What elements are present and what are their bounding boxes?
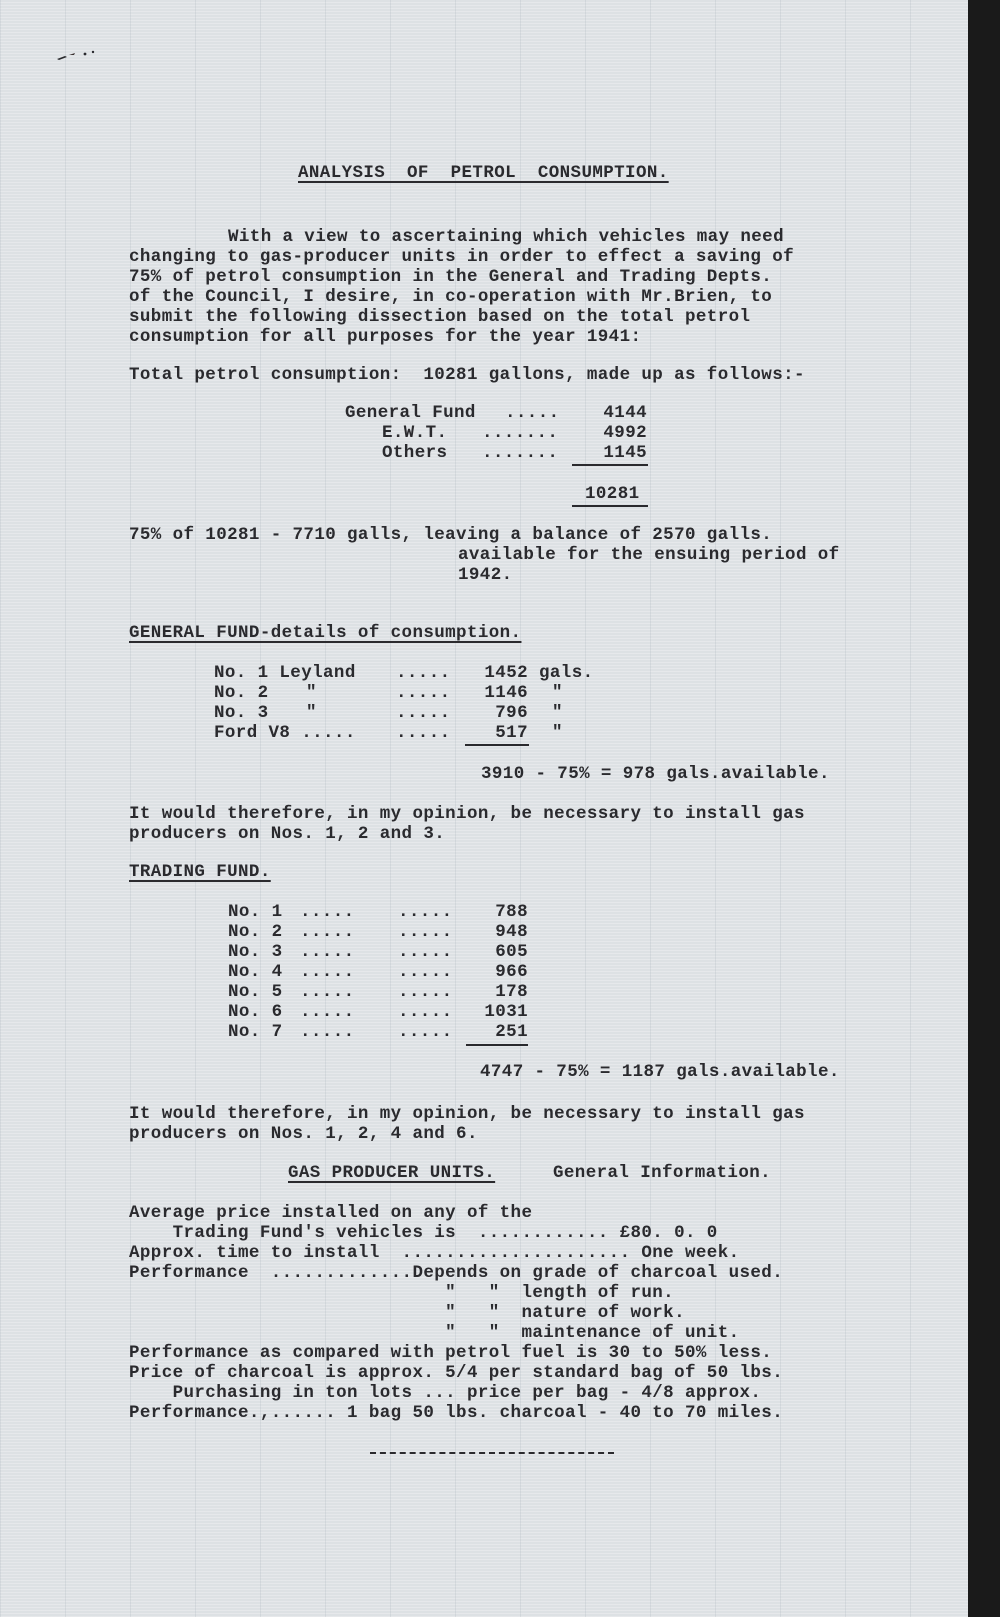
info-line: Performance as compared with petrol fuel is 30 to 50% less. [129, 1343, 773, 1363]
row-label: E.W.T. [382, 423, 448, 443]
row-dots: ..... [300, 982, 355, 1002]
saving-line: 1942. [458, 565, 513, 585]
row-value: 796 [495, 703, 528, 723]
row-dots: ..... [396, 663, 451, 683]
info-line: Trading Fund's vehicles is ............ £80. 0. 0 [129, 1223, 718, 1243]
ink-mark-decoration [55, 50, 100, 60]
ditto-mark: " [306, 703, 317, 723]
sum-rule [572, 464, 648, 466]
row-value: 178 [495, 982, 528, 1002]
info-line: Approx. time to install ..................... One week. [129, 1243, 740, 1263]
info-line: Performance.,...... 1 bag 50 lbs. charcoal - 40 to 70 miles. [129, 1403, 784, 1423]
row-dots: ..... [300, 922, 355, 942]
row-dots: ..... [300, 942, 355, 962]
row-dots: ..... [398, 982, 453, 1002]
vehicle-label: No. 5 [228, 982, 283, 1002]
row-value: 948 [495, 922, 528, 942]
sum-rule [466, 1044, 528, 1046]
row-dots: ..... [398, 1022, 453, 1042]
row-dots: ..... [398, 1002, 453, 1022]
intro-line: of the Council, I desire, in co-operation with Mr.Brien, to [129, 287, 773, 307]
row-unit: gals. [539, 663, 594, 683]
saving-line: available for the ensuing period of [458, 545, 840, 565]
trading-fund-heading: TRADING FUND. [129, 862, 271, 882]
intro-line: consumption for all purposes for the year 1941: [129, 327, 642, 347]
info-line: " " nature of work. [129, 1303, 685, 1323]
vehicle-label: No. 1 Leyland [214, 663, 356, 683]
intro-line: With a view to ascertaining which vehicles may need [228, 227, 784, 247]
row-dots: ..... [300, 962, 355, 982]
row-unit: " [552, 703, 563, 723]
row-dots: ..... [396, 723, 451, 743]
info-line: Average price installed on any of the [129, 1203, 533, 1223]
vehicle-label: No. 3 [228, 942, 283, 962]
row-value: 1452 [484, 663, 528, 683]
gas-units-subheading: General Information. [553, 1163, 772, 1183]
row-value: 966 [495, 962, 528, 982]
vehicle-label: No. 7 [228, 1022, 283, 1042]
row-value: 1146 [484, 683, 528, 703]
row-value: 4144 [603, 403, 647, 423]
row-label: Others [382, 443, 448, 463]
trading-fund-summary: 4747 - 75% = 1187 gals.available. [480, 1062, 840, 1082]
general-fund-conclusion: producers on Nos. 1, 2 and 3. [129, 824, 446, 844]
row-dots: ..... [396, 703, 451, 723]
info-line: Purchasing in ton lots ... price per bag - 4/8 approx. [129, 1383, 762, 1403]
sum-rule [465, 744, 529, 746]
gas-units-heading: GAS PRODUCER UNITS. [288, 1163, 496, 1183]
ditto-mark: " [306, 683, 317, 703]
row-value: 788 [495, 902, 528, 922]
row-unit: " [552, 723, 563, 743]
row-value: 251 [495, 1022, 528, 1042]
general-fund-heading: GENERAL FUND-details of consumption. [129, 623, 522, 643]
row-dots: ..... [398, 902, 453, 922]
intro-line: 75% of petrol consumption in the General and Trading Depts. [129, 267, 773, 287]
row-dots: ..... [398, 922, 453, 942]
info-line: Price of charcoal is approx. 5/4 per standard bag of 50 lbs. [129, 1363, 784, 1383]
info-line: " " maintenance of unit. [129, 1323, 740, 1343]
vehicle-label: No. 1 [228, 902, 283, 922]
row-value: 517 [495, 723, 528, 743]
vehicle-label: No. 6 [228, 1002, 283, 1022]
row-dots: ..... [300, 902, 355, 922]
breakdown-total: 10281 [585, 484, 640, 504]
row-dots: ..... [398, 962, 453, 982]
row-dots: ..... [396, 683, 451, 703]
row-value: 605 [495, 942, 528, 962]
row-value: 1145 [603, 443, 647, 463]
vehicle-label: No. 3 [214, 703, 269, 723]
intro-line: changing to gas-producer units in order to effect a saving of [129, 247, 795, 267]
row-value: 4992 [603, 423, 647, 443]
trading-fund-conclusion: It would therefore, in my opinion, be necessary to install gas [129, 1104, 805, 1124]
row-value: 1031 [484, 1002, 528, 1022]
row-dots: ..... [300, 1002, 355, 1022]
row-dots: ....... [482, 423, 559, 443]
vehicle-label: Ford V8 ..... [214, 723, 356, 743]
end-divider [370, 1452, 614, 1454]
vehicle-label: No. 2 [228, 922, 283, 942]
vehicle-label: No. 4 [228, 962, 283, 982]
general-fund-summary: 3910 - 75% = 978 gals.available. [481, 764, 830, 784]
saving-line: 75% of 10281 - 7710 galls, leaving a balance of 2570 galls. [129, 525, 773, 545]
row-dots: ..... [398, 942, 453, 962]
document-title: ANALYSIS OF PETROL CONSUMPTION. [298, 163, 669, 183]
row-dots: ..... [300, 1022, 355, 1042]
row-dots: ....... [482, 443, 559, 463]
row-dots: ..... [505, 403, 560, 423]
total-rule [572, 505, 648, 507]
vehicle-label: No. 2 [214, 683, 269, 703]
info-line: Performance .............Depends on grade of charcoal used. [129, 1263, 784, 1283]
row-label: General Fund [345, 403, 476, 423]
general-fund-conclusion: It would therefore, in my opinion, be necessary to install gas [129, 804, 805, 824]
intro-line: submit the following dissection based on the total petrol [129, 307, 751, 327]
trading-fund-conclusion: producers on Nos. 1, 2, 4 and 6. [129, 1124, 478, 1144]
info-line: " " length of run. [129, 1283, 675, 1303]
row-unit: " [552, 683, 563, 703]
total-consumption-line: Total petrol consumption: 10281 gallons, made up as follows:- [129, 365, 805, 385]
